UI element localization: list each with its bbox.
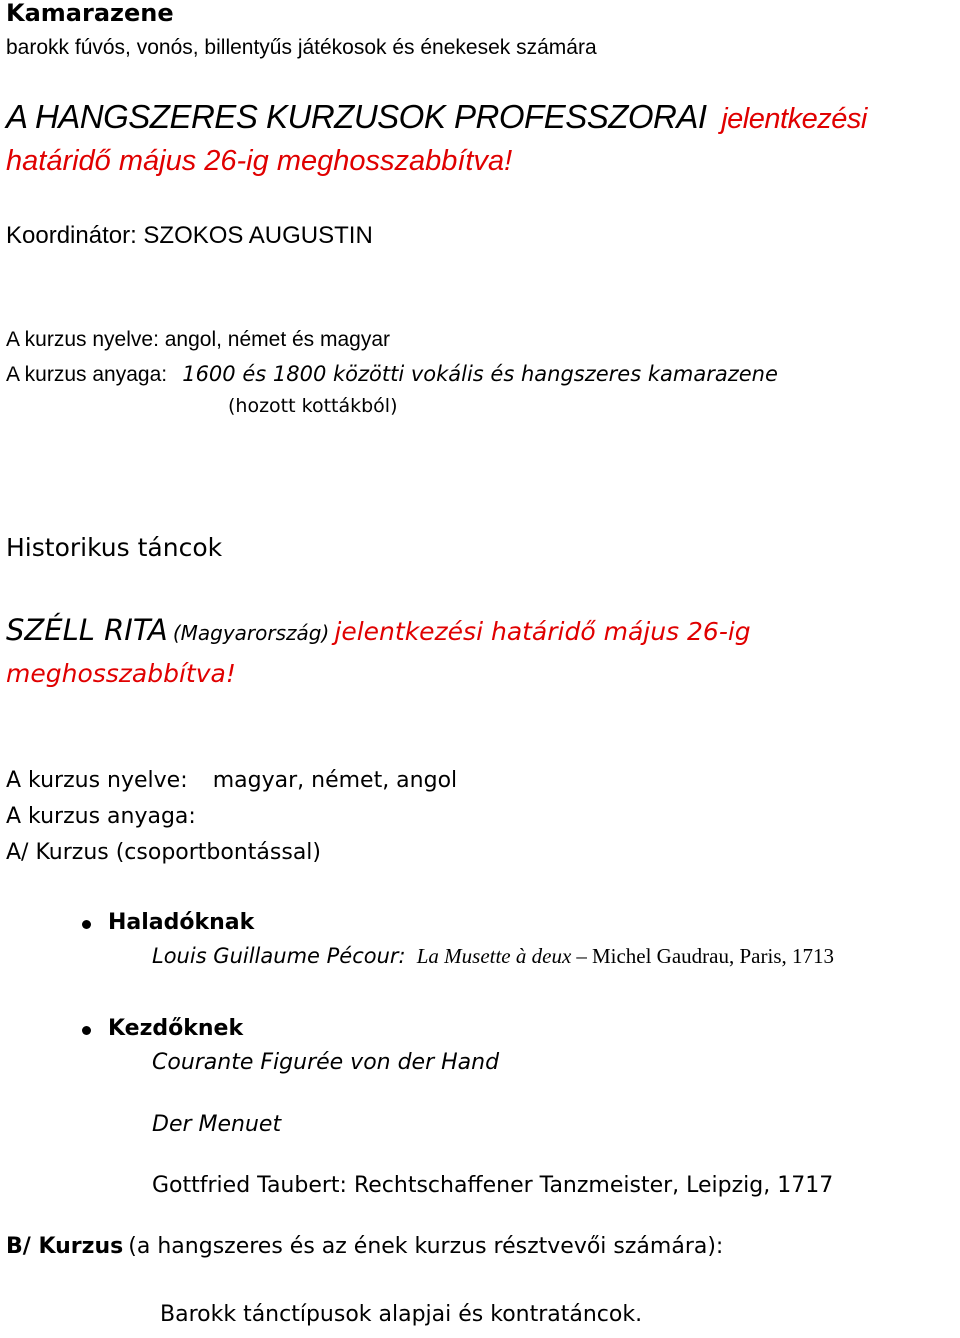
instrumental-deadline-2: határidő május 26-ig meghosszabbítva! [6,145,513,177]
course-b [6,1234,723,1259]
instrumental-language: A kurzus nyelve: angol, német és magyar [6,328,391,351]
dance-deadline-1: jelentkezési határidő május 26-ig [334,617,751,646]
bullet-beginners [82,1026,91,1035]
course-b-label: B/ Kurzus [6,1234,124,1259]
instrumental-material-value: 1600 és 1800 közötti vokális és hangszeres kamarazene [182,362,778,386]
dance-material-label: A kurzus anyaga: [6,804,196,829]
beginners-label: Kezdőknek [108,1016,244,1041]
advanced-author: Louis Guillaume Pécour: [152,944,406,968]
instrumental-deadline-1: jelentkezési [721,103,867,135]
dance-teacher-line [6,614,751,647]
coordinator: Koordinátor: SZOKOS AUGUSTIN [6,222,373,249]
instrumental-material-note: (hozott kottákból) [228,395,398,417]
instrumental-material-label: A kurzus anyaga: [6,363,168,386]
advanced-label: Haladóknak [108,910,255,935]
instrumental-heading [6,98,867,136]
dance-language-label: A kurzus nyelve: [6,768,188,793]
beginners-item-3: Gottfried Taubert: Rechtschaffener Tanzmeister, Leipzig, 1717 [152,1173,834,1198]
advanced-dash: – [576,944,587,968]
instrumental-heading-text: A HANGSZERES KURZUSOK PROFESSZORAI [6,98,707,135]
dance-language-value: magyar, német, angol [212,768,458,793]
dance-heading: Historikus táncok [6,533,223,562]
advanced-publisher: Michel Gaudrau, Paris, 1713 [591,944,834,968]
course-b-text: (a hangszeres és az ének kurzus résztvevői számára): [128,1234,724,1259]
instrumental-material [6,362,778,387]
course-b-content: Barokk tánctípusok alapjai és kontratáncok. [160,1302,643,1327]
bullet-advanced [82,920,91,929]
advanced-work: La Musette à deux [416,944,572,968]
beginners-item-2: Der Menuet [152,1112,282,1137]
course-a: A/ Kurzus (csoportbontással) [6,840,321,865]
section-subtitle: barokk fúvós, vonós, billentyűs játékosok és énekesek számára [6,36,597,59]
beginners-item-1: Courante Figurée von der Hand [152,1050,500,1075]
dance-language [6,768,457,793]
teacher-country: (Magyarország) [172,621,330,645]
dance-deadline-2: meghosszabbítva! [6,659,236,688]
teacher-name: SZÉLL RITA [6,613,168,647]
advanced-item [152,944,834,968]
section-title: Kamarazene [6,0,174,27]
